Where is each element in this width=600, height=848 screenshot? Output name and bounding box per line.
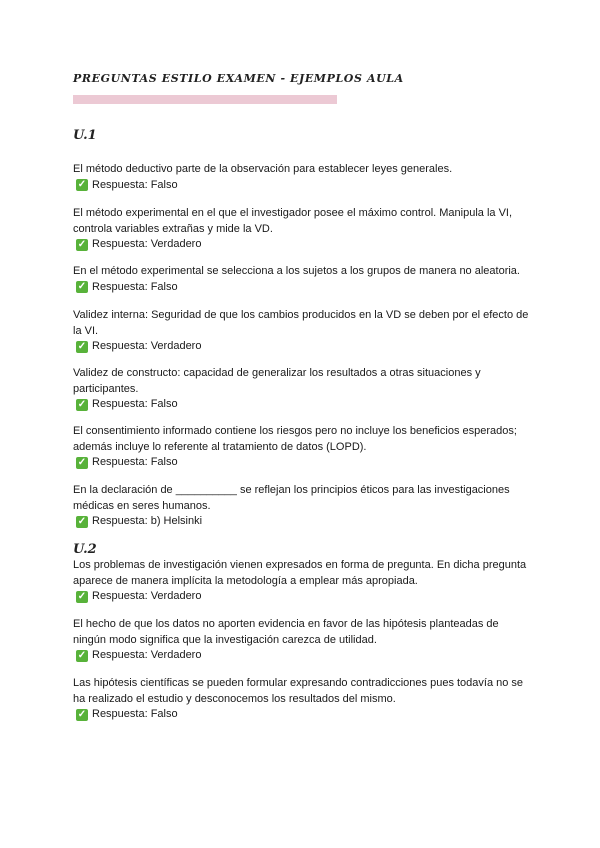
answer-text: Respuesta: Falso [92,280,178,293]
answer-line [76,339,533,355]
question-text: El método deductivo parte de la observación para establecer leyes generales. [73,163,453,175]
question-block [73,264,533,295]
answer-line [76,455,533,471]
question-block [73,308,533,355]
question-block [73,558,533,605]
check-mark-icon: ✓ [77,515,87,527]
answer-text: Respuesta: Falso [92,456,178,468]
question-block [73,206,533,253]
check-mark-icon: ✓ [77,281,87,293]
page-title: PREGUNTAS ESTILO EXAMEN - EJEMPLOS AULA [73,72,404,85]
answer-text: Respuesta: Verdadero [92,649,202,661]
question-text: El método experimental en el que el investigador posee el máximo control. Manipula la VI, controla variables extrañas y mide la VD. [73,207,513,235]
question-text: Las hipótesis científicas se pueden formular expresando contradicciones pues todavía no se ha realizado el estudio y desconocemos los resultados del mismo. [73,677,524,705]
answer-line [76,648,533,664]
answer-text: Respuesta: Verdadero [92,340,202,352]
title-underline-bar [73,95,337,104]
unit-heading-1: U.1 [73,128,97,143]
question-block [73,483,533,530]
question-block [73,162,533,193]
check-mark-icon: ✓ [77,340,87,352]
check-mark-icon: ✓ [77,590,87,602]
question-text: Los problemas de investigación vienen expresados en forma de pregunta. En dicha pregunta aparece de manera implícita la metodología a emplear más apropiada. [73,559,527,587]
question-text: El hecho de que los datos no aporten evidencia en favor de las hipótesis planteadas de ningún modo significa que la investigación carezca de utilidad. [73,618,499,646]
answer-line [76,514,533,530]
question-block [73,424,533,471]
answer-text: Respuesta: b) Helsinki [92,515,203,527]
check-mark-icon: ✓ [77,238,87,250]
answer-line [76,397,533,413]
answer-text: Respuesta: Falso [92,708,178,720]
answer-text: Respuesta: Verdadero [92,238,202,250]
answer-line [76,589,533,605]
check-mark-icon: ✓ [77,456,87,468]
check-mark-icon: ✓ [77,398,87,410]
question-text: Validez de constructo: capacidad de generalizar los resultados a otras situaciones y participantes. [73,367,481,395]
answer-line [76,237,533,253]
answer-line [76,178,533,194]
answer-line [76,707,533,723]
question-block [73,366,533,413]
answer-line [76,280,533,296]
check-mark-icon: ✓ [77,179,87,191]
check-mark-icon: ✓ [77,708,87,720]
check-mark-icon: ✓ [77,649,87,661]
unit-heading-2: U.2 [73,542,97,557]
question-text: En la declaración de __________ se reflejan los principios éticos para las investigaciones médicas en seres humanos. [73,484,510,512]
question-block [73,617,533,664]
question-text: El consentimiento informado contiene los riesgos pero no incluye los beneficios esperados; además incluye lo referente al tratamiento de datos (LOPD). [73,425,517,453]
answer-text: Respuesta: Falso [92,178,178,191]
question-block [73,676,533,723]
question-text: Validez interna: Seguridad de que los cambios producidos en la VD se deben por el efecto de la VI. [73,309,529,337]
answer-text: Respuesta: Verdadero [92,590,202,602]
answer-text: Respuesta: Falso [92,398,178,410]
question-text: En el método experimental se selecciona a los sujetos a los grupos de manera no aleatoria. [73,265,520,277]
